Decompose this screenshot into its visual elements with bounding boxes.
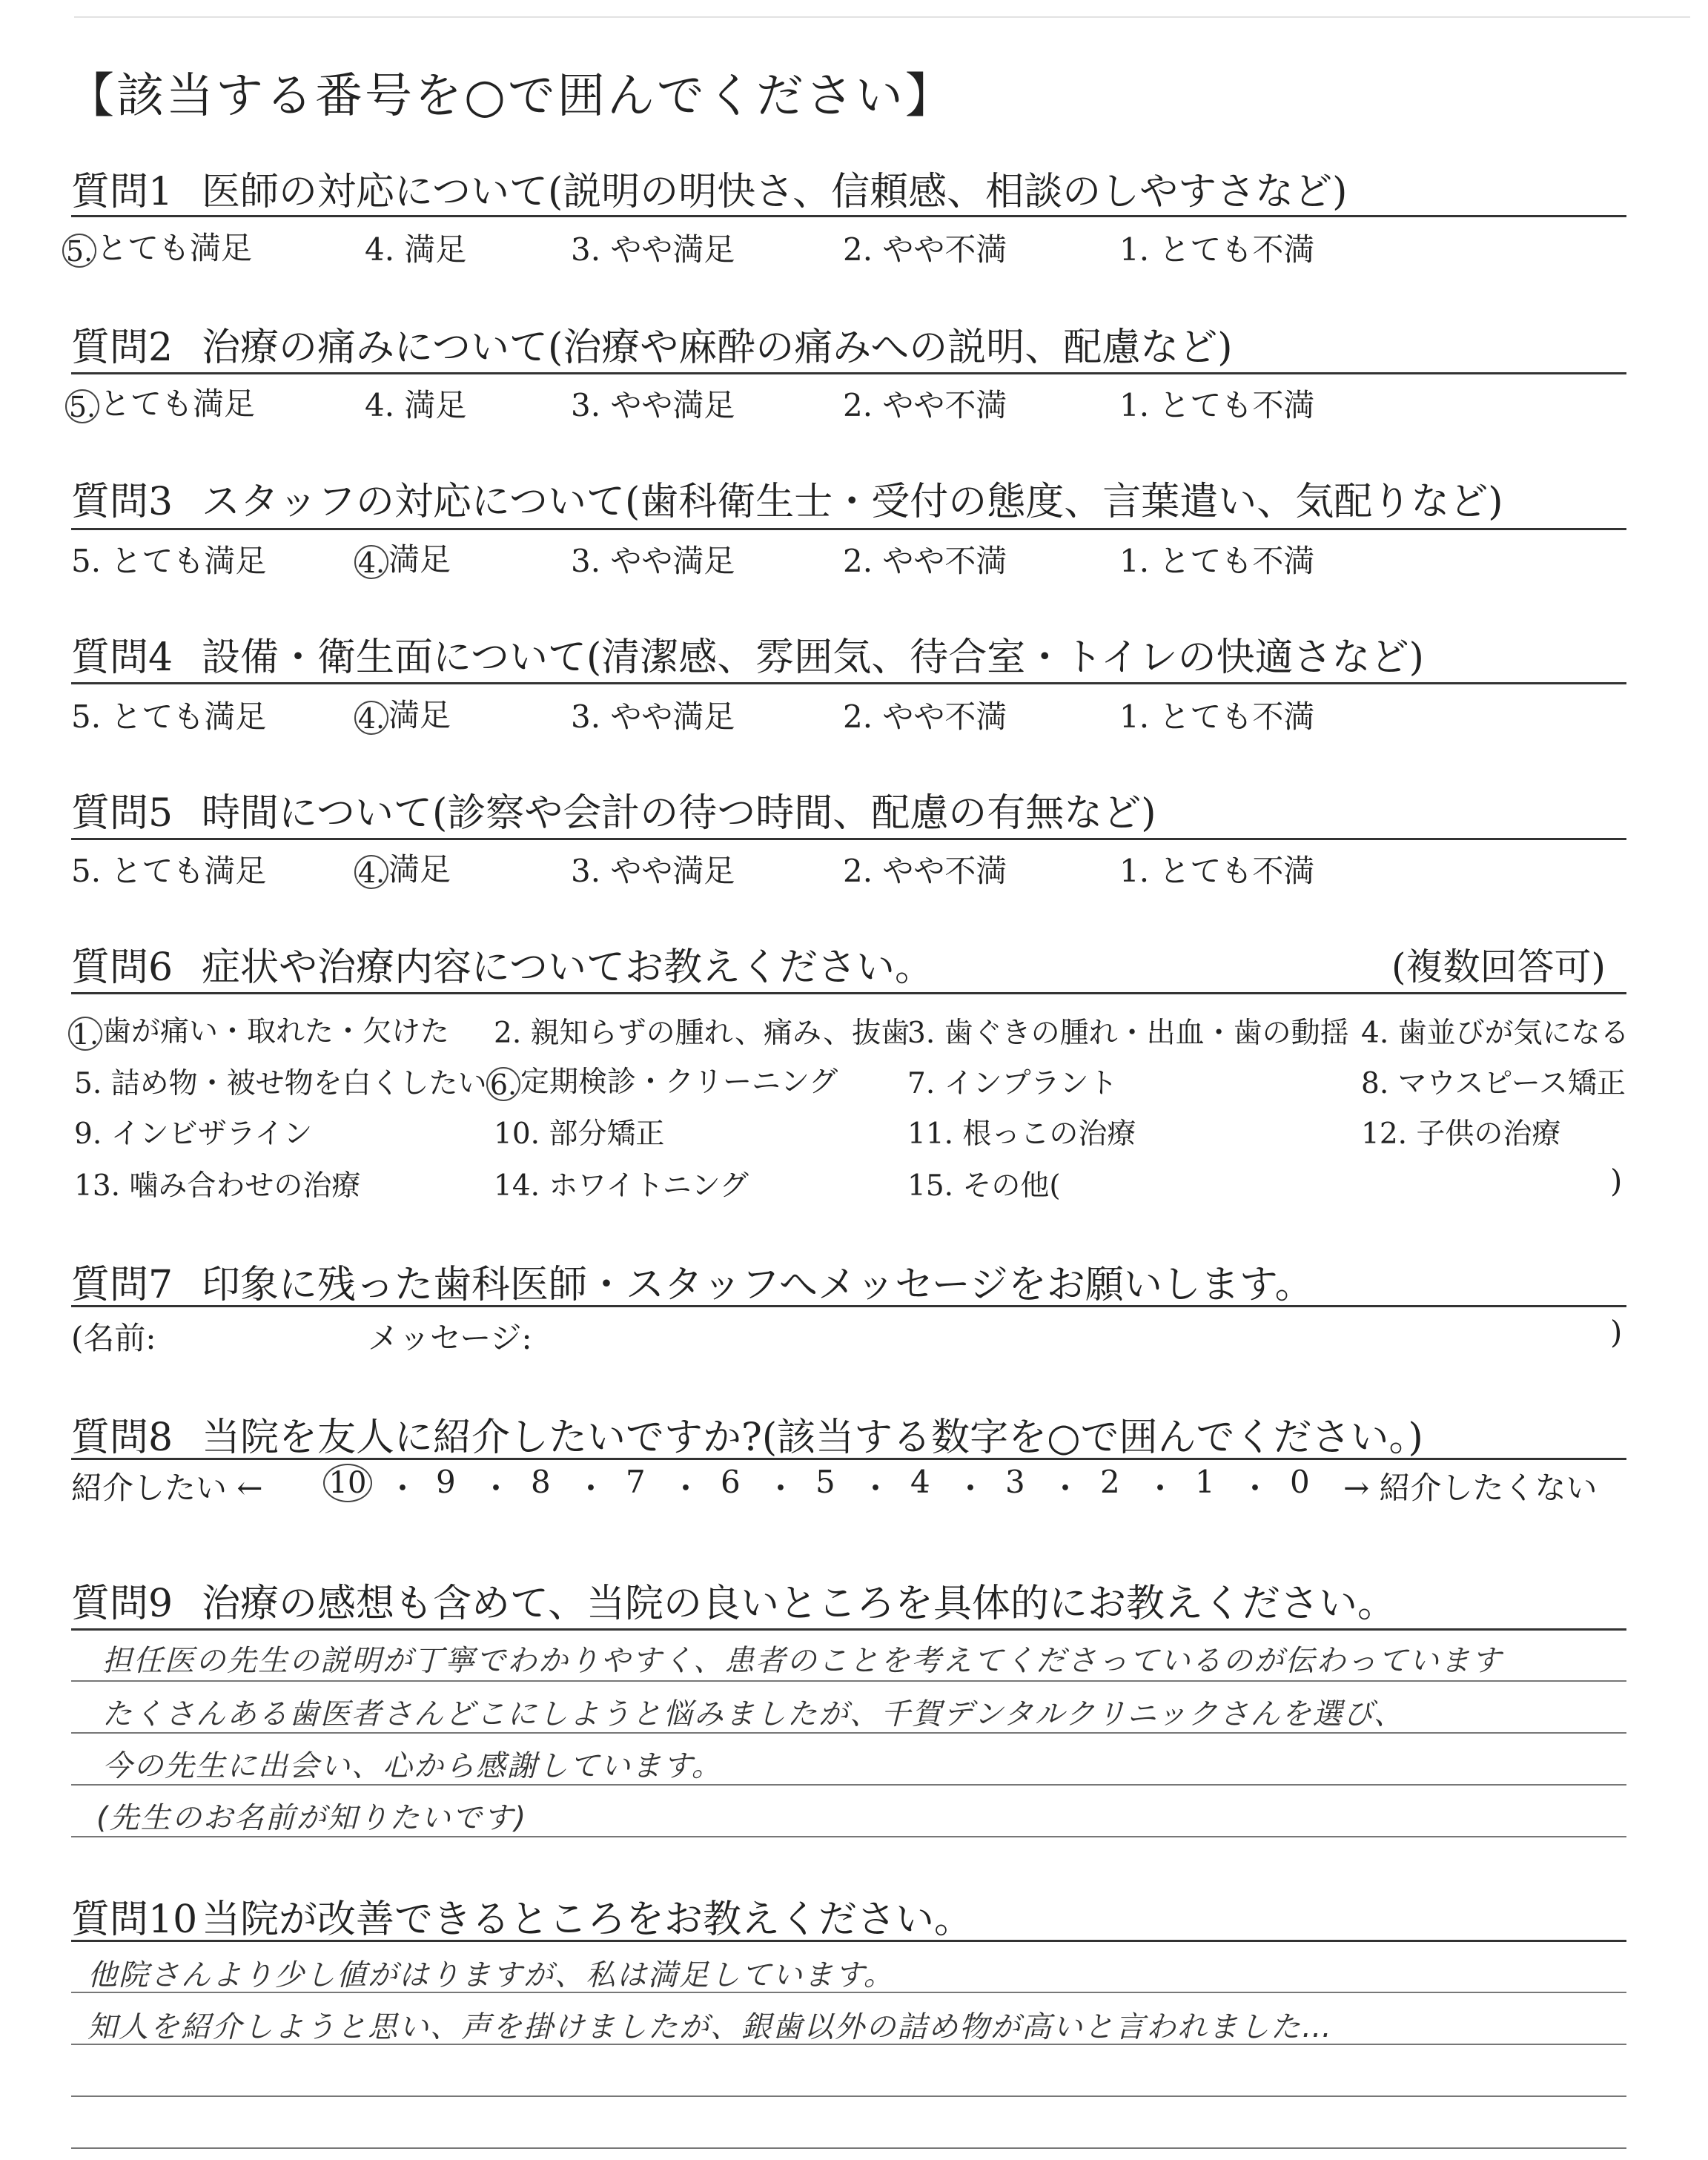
q5-option-1[interactable]: 1. とても不満	[1119, 853, 1315, 889]
q4-selected-label: 満足	[388, 697, 451, 733]
q7-close-paren: )	[1610, 1314, 1623, 1350]
q6-option-5[interactable]: 5. 詰め物・被せ物を白くしたい	[74, 1067, 487, 1100]
q9-writing-line	[71, 1680, 1626, 1682]
q1-option-5[interactable]	[62, 224, 252, 268]
q9-writing-line	[71, 1784, 1626, 1786]
q8-separator: ・	[765, 1470, 797, 1507]
q8-scale-8[interactable]: 8	[531, 1464, 551, 1500]
q6-option-8[interactable]: 8. マウスピース矯正	[1361, 1067, 1626, 1100]
q10-text: 当院が改善できるところをお教えください。	[202, 1898, 973, 1942]
q3-option-2[interactable]: 2. やや不満	[843, 543, 1007, 579]
q2-text: 治療の痛みについて(治療や麻酔の痛みへの説明、配慮など)	[202, 326, 1233, 370]
q7-name-label: (名前:	[71, 1320, 156, 1356]
q2-option-1[interactable]: 1. とても不満	[1119, 387, 1315, 423]
q8-text: 当院を友人に紹介したいですか?(該当する数字を○で囲んでください。)	[202, 1416, 1423, 1460]
q10-writing-line	[71, 2147, 1626, 2149]
q8-separator: ・	[1239, 1470, 1271, 1507]
q8-separator: ・	[860, 1470, 892, 1507]
q6-option-11[interactable]: 11. 根っこの治療	[907, 1117, 1136, 1151]
q2-rule	[71, 372, 1626, 374]
top-border	[74, 16, 1690, 18]
q3-option-3[interactable]: 3. やや満足	[571, 543, 735, 579]
q6-option-1-circle: 1.	[68, 1017, 102, 1051]
q9-answer-line-4: (先生のお名前が知りたいです)	[96, 1801, 528, 1835]
q4-title	[71, 626, 1424, 681]
q8-scale-4[interactable]: 4	[910, 1464, 930, 1500]
q4-rule	[71, 682, 1626, 684]
q8-scale-6[interactable]: 6	[721, 1464, 741, 1500]
q6-option-6-circle: 6.	[486, 1067, 520, 1101]
q6-option-1-label: 歯が痛い・取れた・欠けた	[102, 1015, 450, 1048]
q5-selected-circle: 4.	[354, 855, 388, 889]
q6-option-3[interactable]: 3. 歯ぐきの腫れ・出血・歯の動揺	[907, 1017, 1349, 1050]
q6-option-13[interactable]: 13. 噛み合わせの治療	[74, 1169, 361, 1203]
q8-separator: ・	[387, 1470, 419, 1507]
q3-option-5[interactable]: 5. とても満足	[71, 543, 267, 579]
q5-option-5[interactable]: 5. とても満足	[71, 853, 267, 889]
q10-writing-line	[71, 2095, 1626, 2097]
q5-option-3[interactable]: 3. やや満足	[571, 853, 735, 889]
q3-option-1[interactable]: 1. とても不満	[1119, 543, 1315, 579]
q8-separator: ・	[955, 1470, 987, 1507]
q3-title	[71, 470, 1503, 526]
q9-rule	[71, 1628, 1626, 1631]
q6-option-6[interactable]	[486, 1059, 838, 1101]
q1-text: 医師の対応について(説明の明快さ、信頼感、相談のしやすさなど)	[202, 170, 1348, 214]
q5-title	[71, 782, 1156, 837]
q1-rule	[71, 215, 1626, 217]
q1-option-2[interactable]: 2. やや不満	[843, 231, 1007, 268]
q4-number: 質問4	[71, 635, 173, 680]
q8-scale-0[interactable]: 0	[1290, 1464, 1310, 1500]
q2-number: 質問2	[71, 326, 173, 370]
q3-selected-circle: 4.	[354, 545, 388, 579]
q8-number: 質問8	[71, 1416, 173, 1460]
q3-text: スタッフの対応について(歯科衛生士・受付の態度、言葉遣い、気配りなど)	[202, 480, 1503, 524]
q5-rule	[71, 838, 1626, 840]
q1-option-1[interactable]: 1. とても不満	[1119, 231, 1315, 268]
q8-title	[71, 1406, 1423, 1462]
q8-scale-2[interactable]: 2	[1100, 1464, 1120, 1500]
q8-separator: ・	[1145, 1470, 1176, 1507]
q9-text: 治療の感想も含めて、当院の良いところを具体的にお教えください。	[202, 1582, 1396, 1626]
q4-option-3[interactable]: 3. やや満足	[571, 698, 735, 735]
q2-option-4[interactable]: 4. 満足	[365, 387, 467, 423]
q6-text: 症状や治療内容についてお教えください。	[202, 945, 933, 990]
q10-answer-line-2: 知人を紹介しようと思い、声を掛けましたが、銀歯以外の詰め物が高いと言われました…	[87, 2010, 1333, 2044]
q1-option-4[interactable]: 4. 満足	[365, 231, 467, 268]
q9-answer-line-2: たくさんある歯医者さんどこにしようと悩みましたが、千賀デンタルクリニックさんを選び、	[102, 1697, 1405, 1731]
q2-option-5[interactable]	[65, 380, 255, 424]
q1-number: 質問1	[71, 170, 173, 214]
q8-separator: ・	[1050, 1470, 1082, 1507]
q5-selected-label: 満足	[388, 851, 451, 888]
q6-option-2[interactable]: 2. 親知らずの腫れ、痛み、抜歯	[494, 1017, 910, 1050]
q9-writing-line	[71, 1732, 1626, 1734]
q7-text: 印象に残った歯科医師・スタッフへメッセージをお願いします。	[202, 1263, 1314, 1307]
q6-rule	[71, 992, 1626, 994]
q5-option-4[interactable]	[354, 845, 451, 890]
q3-rule	[71, 528, 1626, 530]
q8-scale-1[interactable]: 1	[1195, 1464, 1215, 1500]
q4-option-4[interactable]	[354, 691, 451, 736]
q5-option-2[interactable]: 2. やや不満	[843, 853, 1007, 889]
q8-separator: ・	[480, 1470, 512, 1507]
q1-title	[71, 160, 1347, 216]
q4-option-2[interactable]: 2. やや不満	[843, 698, 1007, 735]
q6-option-1[interactable]	[68, 1008, 449, 1051]
q3-number: 質問3	[71, 480, 173, 524]
q10-title	[71, 1888, 973, 1943]
q1-option-3[interactable]: 3. やや満足	[571, 231, 735, 268]
q9-number: 質問9	[71, 1582, 173, 1626]
q6-multiple-note: (複数回答可)	[1391, 945, 1606, 988]
q10-number: 質問10	[71, 1898, 198, 1942]
q6-option-15[interactable]: 15. その他(	[907, 1169, 1061, 1203]
q10-writing-line	[71, 2044, 1626, 2045]
q6-option-6-label: 定期検診・クリーニング	[520, 1066, 838, 1099]
q10-writing-line	[71, 1992, 1626, 1993]
q6-other-close-paren: )	[1610, 1163, 1623, 1199]
q1-selected-label: とても満足	[96, 230, 253, 266]
q4-option-5[interactable]: 5. とても満足	[71, 698, 267, 735]
q9-answer-line-3: 今の先生に出会い、心から感謝しています。	[102, 1749, 723, 1783]
q4-selected-circle: 4.	[354, 701, 388, 735]
q1-selected-circle: 5.	[62, 234, 96, 268]
q9-writing-line	[71, 1836, 1626, 1837]
q10-rule	[71, 1940, 1626, 1942]
q3-selected-label: 満足	[388, 541, 451, 578]
q9-title	[71, 1572, 1396, 1628]
q4-option-1[interactable]: 1. とても不満	[1119, 698, 1315, 735]
q5-text: 時間について(診察や会計の待つ時間、配慮の有無など)	[202, 791, 1156, 836]
q6-option-14[interactable]: 14. ホワイトニング	[494, 1169, 749, 1203]
q6-number: 質問6	[71, 945, 173, 990]
q7-rule	[71, 1305, 1626, 1307]
q2-title	[71, 316, 1233, 371]
q4-text: 設備・衛生面について(清潔感、雰囲気、待合室・トイレの快適さなど)	[202, 635, 1424, 680]
q6-option-9[interactable]: 9. インビザライン	[74, 1117, 313, 1151]
q3-option-4[interactable]	[354, 535, 451, 580]
q8-selected-circle: 10	[323, 1464, 372, 1502]
q6-title	[71, 936, 933, 991]
form-title: 【該当する番号を○で囲んでください】	[67, 69, 955, 124]
q2-selected-circle: 5.	[65, 389, 99, 423]
q6-option-7[interactable]: 7. インプラント	[907, 1067, 1118, 1100]
q8-separator: ・	[575, 1470, 607, 1507]
q7-number: 質問7	[71, 1263, 173, 1307]
q6-option-12[interactable]: 12. 子供の治療	[1361, 1117, 1561, 1151]
q6-option-4[interactable]: 4. 歯並びが気になる	[1361, 1017, 1629, 1050]
q7-message-label: メッセージ:	[368, 1320, 532, 1356]
q2-selected-label: とても満足	[99, 386, 256, 422]
q8-scale-7[interactable]: 7	[626, 1464, 646, 1500]
q8-scale-3[interactable]: 3	[1005, 1464, 1025, 1500]
q8-right-label: → 紹介したくない	[1343, 1470, 1598, 1506]
q2-option-2[interactable]: 2. やや不満	[843, 387, 1007, 423]
q8-scale-5[interactable]: 5	[815, 1464, 835, 1500]
q5-number: 質問5	[71, 791, 173, 836]
q7-title	[71, 1253, 1314, 1309]
q8-rule	[71, 1458, 1626, 1460]
q8-scale-9[interactable]: 9	[436, 1464, 456, 1500]
q8-separator: ・	[670, 1470, 702, 1507]
q8-scale-10[interactable]	[323, 1462, 372, 1502]
q8-left-label: 紹介したい ←	[71, 1470, 263, 1506]
q10-answer-line-1: 他院さんより少し値がはりますが、私は満足しています。	[87, 1958, 895, 1992]
q9-answer-line-1: 担任医の先生の説明が丁寧でわかりやすく、患者のことを考えてくださっているのが伝わっています	[102, 1644, 1503, 1678]
q6-option-10[interactable]: 10. 部分矯正	[494, 1117, 665, 1151]
q2-option-3[interactable]: 3. やや満足	[571, 387, 735, 423]
